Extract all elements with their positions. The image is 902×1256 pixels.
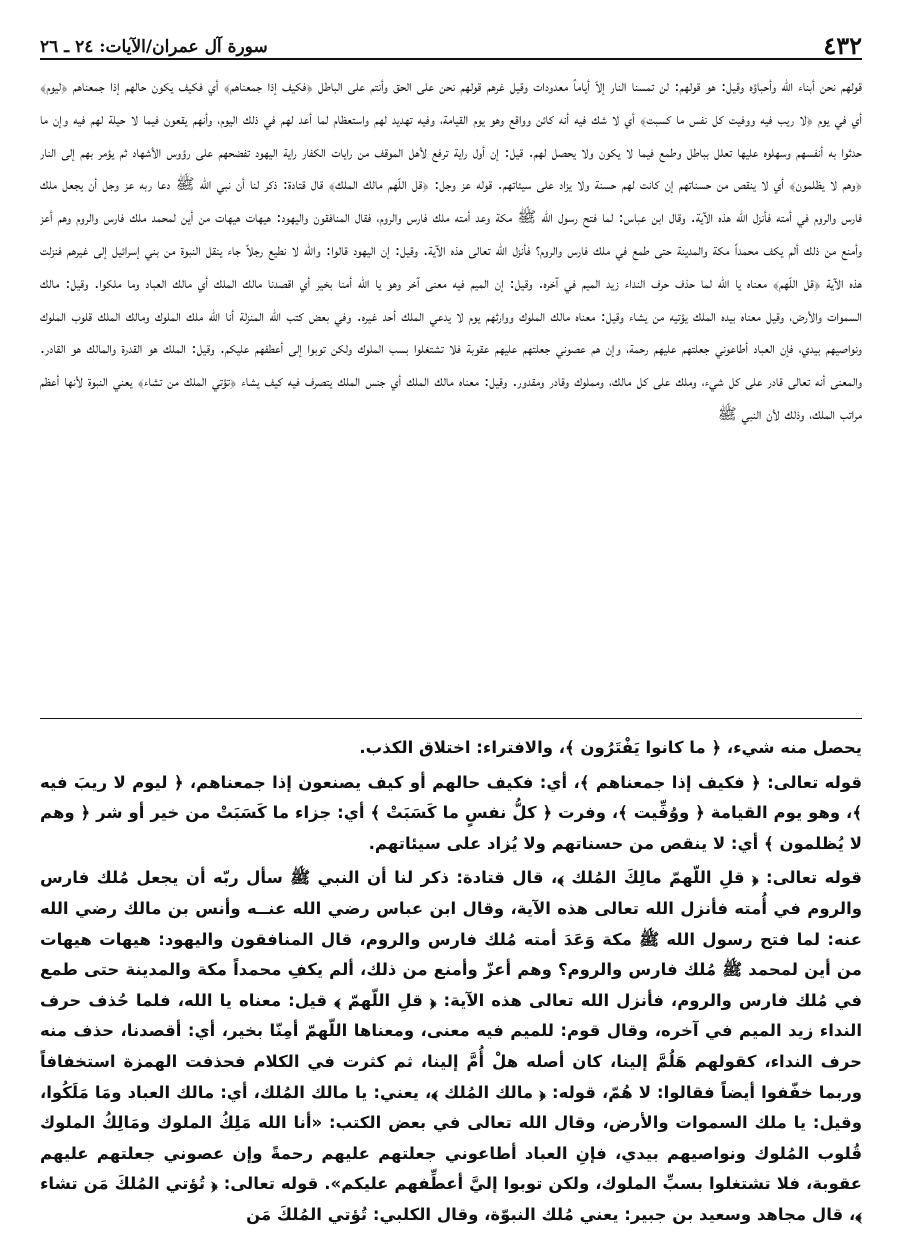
page-number: ٤٣٢	[823, 31, 862, 60]
commentary-paragraph-1: يحصل منه شيء، ﴿ ما كانوا يَفْتَرُون ﴾، والافتراء: اختلاق الكذب.	[359, 738, 862, 757]
main-text-block	[40, 70, 862, 702]
page-header	[40, 22, 862, 60]
running-head: سورة آل عمران/الآيات: ٢٤ ـ ٢٦	[40, 37, 268, 57]
section-separator	[40, 718, 862, 719]
commentary-block	[40, 733, 862, 1253]
commentary-paragraph-3: قوله تعالى: ﴿ قلِ اللّهمّ مالِكَ المُلك ﴾، قال قتادة: ذكر لنا أن النبي ﷺ سأل ربّه أن يجعل مُلك فارس والروم في أُمته فأنزل الله تعالى هذه الآية، وقال ابن عباس رضي الله عنــه وأنس بن مالك رضي الله عنه: لما فتح رسول الله ﷺ مكة وَعَدَ أمته مُلك فارس والروم، قال المنافقون واليهود: هيهات هيهات من أين لمحمد ﷺ مُلك فارس والروم؟ وهم أعزّ وأمنع من ذلك، ألم يكفِ محمداً مكة والمدينة حتى طمع في مُلك فارس والروم، فأنزل الله تعالى هذه الآية: ﴿ قلِ اللّهمّ ﴾ قيل: معناه يا الله، فلما حُذف حرف النداء زيد الميم في آخره، وقال قوم: للميم فيه معنى، ومعناها اللّهمّ أمِنّا بخير، أي: أقصدنا، حذف منه حرف النداء، كقولهم هَلُمَّ إلينا، كان أصله هلْ أُمَّ إلينا، ثم كثرت في الكلام فحذفت الهمزة استخفافاً وربما خفّفوا أيضاً فقالوا: لا هُمّ، قوله: ﴿ مالك المُلك ﴾، يعني: يا مالك المُلك، أي: مالك العباد ومَا مَلَكُوا، وقيل: يا ملك السموات والأرض، وقال الله تعالى في بعض الكتب: «أنا الله مَلِكُ الملوك ومَالِكُ الملوك قُلوب المُلوك ونواصيهم بيدي، فإنِ العباد أطاعوني جعلتهم عليهم رحمةً وإن عصوني جعلتهم عليهم عقوبة، فلا تشتغلوا بسبِّ الملوك، ولكن توبوا إليَّ أعطِّفهم عليكم». قوله تعالى: ﴿ تُؤتي المُلكَ مَن تشاء ﴾، قال مجاهد وسعيد بن جبير: يعني مُلك النبوّة، وقال الكلبي: تُؤتي المُلكَ مَن	[40, 868, 862, 1224]
commentary-paragraph-2: قوله تعالى: ﴿ فكيف إذا جمعناهم ﴾، أي: فكيف حالهم أو كيف يصنعون إذا جمعناهم، ﴿ ليوم لا ريبَ فيه ﴾، وهو يوم القيامة ﴿ ووُفِّيت ﴾، وفرت ﴿ كلُّ نفسٍ ما كَسَبَتْ ﴾ أي: جزاء ما كَسَبَتْ من خير أو شر ﴿ وهم لا يُظلمون ﴾ أي: لا ينقص من حسناتهم ولا يُزاد على سيئاتهم.	[40, 772, 862, 853]
main-text-paragraph: قولهم نحن أبناء الله وأحباؤه وقيل: هو قولهم: لن تمسنا النار إلاّ أياماً معدودات وقيل غرهم قولهم نحن على الحق وأنتم على الباطل ﴿فكيف إذا جمعناهم﴾ أي فكيف يكون حالهم إذا جمعناهم ﴿ليوم﴾ أي في يوم ﴿لا ريب فيه ووفيت كل نفس ما كسبت﴾ أي لا شك فيه أنه كائن وواقع وهو يوم القيامة، وفيه تهديد لهم واستعظام لما أعد لهم في ذلك اليوم، وأنهم يقعون فيما لا حيلة لهم فيه وإن ما حدثوا به أنفسهم وسهلوه عليها تعلل بباطل وطمع فيما لا يكون ولا يحصل لهم. قيل: إن أول راية ترفع لأهل الموقف من رايات الكفار راية اليهود تفضحهم على رؤوس الأشهاد ثم يؤمر بهم إلى النار ﴿وهم لا يظلمون﴾ أي لا ينقص من حسناتهم إن كانت لهم حسنة ولا يزاد على سيئاتهم. قوله عز وجل: ﴿قل اللّهم مالك الملك﴾ قال قتادة: ذكر لنا أن نبي الله ﷺ دعا ربه عز وجل أن يجعل ملك فارس والروم في أمته فأنزل الله هذه الآية. وقال ابن عباس: لما فتح رسول الله ﷺ مكة وعد أمته ملك فارس والروم، فقال المنافقون واليهود: هيهات هيهات من أين لمحمد ملك فارس والروم وهم أعز وأمنع من ذلك ألم يكف محمداً مكة والمدينة حتى طمع في ملك فارس والروم؟ فأنزل الله تعالى هذه الآية. وقيل: إن اليهود قالوا: والله لا نطيع رجلاً جاء ينقل النبوة من بني إسرائيل إلى غيرهم فنزلت هذه الآية ﴿قل اللّهم﴾ معناه يا الله لما حذف حرف النداء زيد الميم في آخره. وقيل: إن الميم فيه معنى آخر وهو يا الله أمنا بخير أي اقصدنا مالك الملك أي مالك العباد وما ملكوا. وقيل: مالك السموات والأرض، وقيل معناه بيده الملك يؤتيه من يشاء وقيل: معناه مالك الملوك ووارثهم يوم لا يدعي الملك أحد غيره. وفي بعض كتب الله المنزلة أنا الله ملك الملوك ومالك الملك قلوب الملوك ونواصيهم بيدي، فإن العباد أطاعوني جعلتهم عليهم رحمة، وإن هم عصوني جعلتهم عليهم عقوبة فلا تشتغلوا بسب الملوك ولكن توبوا إلى أعطفهم عليكم. وقيل: الملك هو القدرة والمالك هو القادر. والمعنى أنه تعالى قادر على كل شيء، وملك على كل مالك، ومملوك وقادر ومقدور. وقيل: معناه مالك الملك أي جنس الملك يتصرف فيه كيف يشاء ﴿تؤتي الملك من تشاء﴾ يعني النبوة لأنها أعظم مراتب الملك، وذلك لأن النبي ﷺ	[40, 77, 862, 423]
